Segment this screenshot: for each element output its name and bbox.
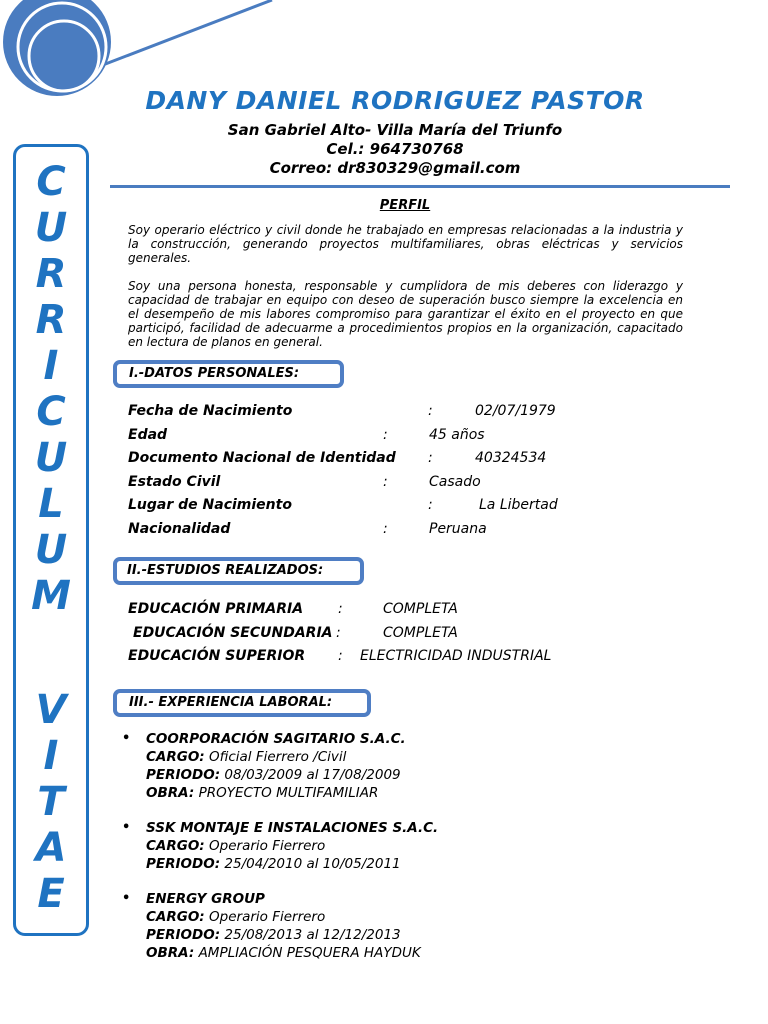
studies-separator: : (336, 625, 341, 641)
job-periodo: PERIODO: 08/03/2009 al 17/08/2009 (146, 767, 401, 783)
personal-separator: : (428, 450, 433, 466)
bullet: • (122, 820, 131, 835)
section-experience-title: III.- EXPERIENCIA LABORAL: (113, 689, 371, 717)
sidebar-letter: E (37, 871, 65, 917)
personal-value: Peruana (429, 521, 487, 537)
personal-separator: : (383, 427, 388, 443)
sidebar-letter: L (38, 481, 64, 527)
sidebar-letter: I (43, 733, 59, 779)
sidebar-letter: U (34, 435, 68, 481)
candidate-name: DANY DANIEL RODRIGUEZ PASTOR (145, 86, 645, 115)
job-company: COORPORACIÓN SAGITARIO S.A.C. (146, 731, 406, 747)
job-periodo: PERIODO: 25/04/2010 al 10/05/2011 (146, 856, 401, 872)
job-periodo: PERIODO: 25/08/2013 al 12/12/2013 (146, 927, 401, 943)
personal-value: La Libertad (479, 497, 558, 513)
personal-value: Casado (429, 474, 481, 490)
studies-value: COMPLETA (383, 625, 458, 641)
sidebar-letter: C (36, 389, 66, 435)
studies-value: ELECTRICIDAD INDUSTRIAL (360, 648, 552, 664)
job-obra: OBRA: PROYECTO MULTIFAMILIAR (146, 785, 379, 801)
sidebar-letter: U (34, 205, 68, 251)
personal-label: Nacionalidad (128, 521, 231, 537)
personal-value: 45 años (429, 427, 485, 443)
address-line: San Gabriel Alto- Villa María del Triunfo (227, 121, 563, 139)
personal-label: Documento Nacional de Identidad (128, 450, 396, 466)
job-cargo: CARGO: Operario Fierrero (146, 909, 326, 925)
studies-separator: : (338, 648, 343, 664)
curriculum-vitae-sidebar (13, 144, 89, 936)
sidebar-letter: R (35, 251, 67, 297)
header-divider (110, 185, 730, 188)
bullet: • (122, 731, 131, 746)
personal-label: Estado Civil (128, 474, 221, 490)
personal-value: 02/07/1979 (475, 403, 556, 419)
personal-separator: : (428, 403, 433, 419)
sidebar-letter: U (34, 527, 68, 573)
personal-value: 40324534 (475, 450, 547, 466)
studies-value: COMPLETA (383, 601, 458, 617)
personal-separator: : (383, 521, 388, 537)
profile-paragraph-1: Soy operario eléctrico y civil donde he trabajado en empresas relacionadas a la industria y la construcción, generando proyectos multifamiliares, obras eléctricas y servicios generales. (128, 223, 683, 265)
personal-label: Fecha de Nacimiento (128, 403, 293, 419)
sidebar-letter: A (35, 825, 67, 871)
studies-separator: : (338, 601, 343, 617)
personal-label: Edad (128, 427, 168, 443)
job-cargo: CARGO: Operario Fierrero (146, 838, 326, 854)
sidebar-letter: C (36, 159, 66, 205)
profile-paragraph-2: Soy una persona honesta, responsable y cumplidora de mis deberes con liderazgo y capacidad de trabajar en equipo con deseo de superación busco siempre la excelencia en el desempeño de mis labores compromiso para garantizar el éxito en el proyecto en que participó, facilidad de adecuarme a procedimientos propios en la organización, capacitado en lectura de planos en general. (128, 279, 683, 349)
sidebar-letter: M (31, 573, 71, 619)
job-company: SSK MONTAJE E INSTALACIONES S.A.C. (146, 820, 439, 836)
sidebar-letter: I (43, 343, 59, 389)
header-decoration (0, 0, 280, 100)
phone-line: Cel.: 964730768 (326, 140, 464, 158)
personal-separator: : (428, 497, 433, 513)
studies-label: EDUCACIÓN SUPERIOR (128, 648, 306, 664)
job-company: ENERGY GROUP (146, 891, 265, 907)
bullet: • (122, 891, 131, 906)
email-line: Correo: dr830329@gmail.com (269, 159, 521, 177)
job-cargo: CARGO: Oficial Fierrero /Civil (146, 749, 347, 765)
sidebar-letter: R (35, 297, 67, 343)
sidebar-letter: T (37, 779, 65, 825)
personal-label: Lugar de Nacimiento (128, 497, 292, 513)
sidebar-letter: V (35, 687, 67, 733)
profile-title: PERFIL (379, 198, 431, 213)
studies-label: EDUCACIÓN PRIMARIA (128, 601, 304, 617)
personal-separator: : (383, 474, 388, 490)
studies-label: EDUCACIÓN SECUNDARIA (133, 625, 333, 641)
job-obra: OBRA: AMPLIACIÓN PESQUERA HAYDUK (146, 945, 421, 961)
section-personal-data-title: I.-DATOS PERSONALES: (113, 360, 344, 388)
section-studies-title: II.-ESTUDIOS REALIZADOS: (113, 557, 364, 585)
